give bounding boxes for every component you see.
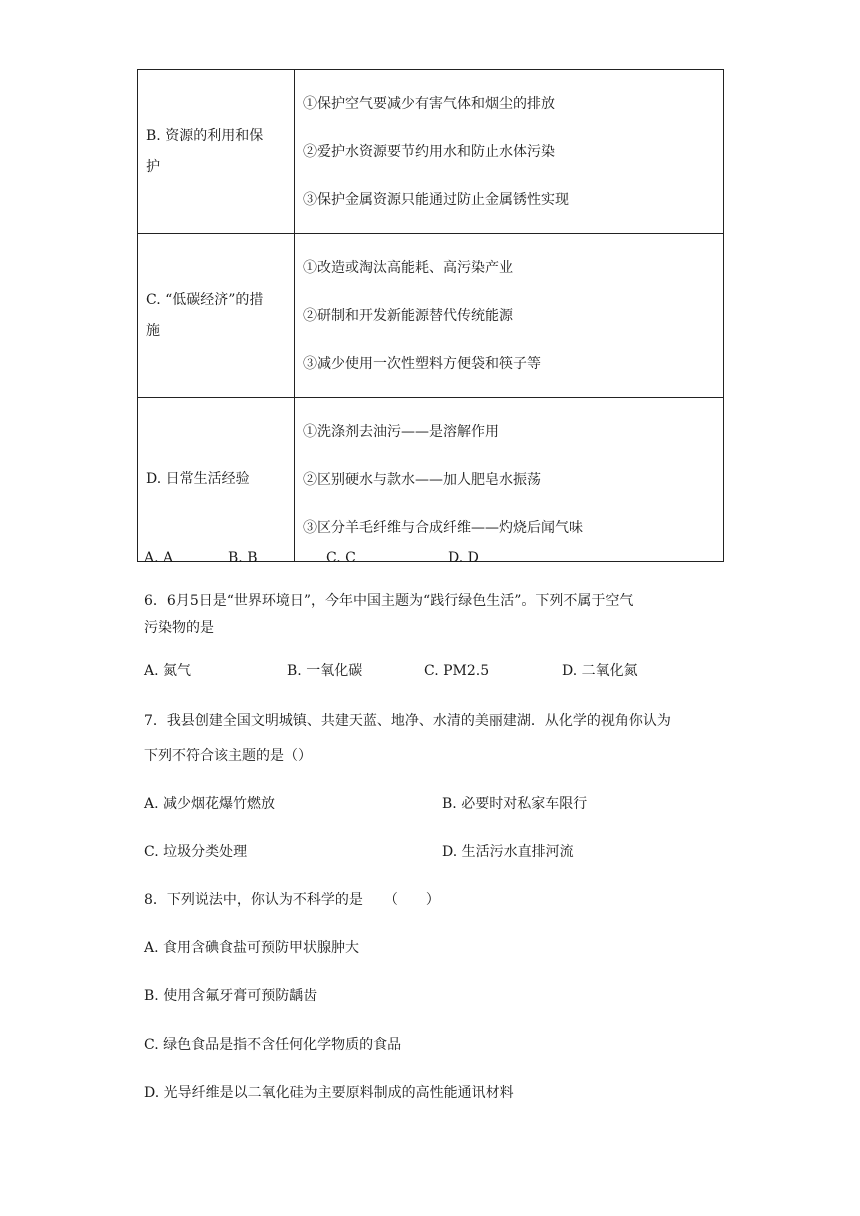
row-items xyxy=(295,398,724,562)
list-item: ②爱护水资源要节约用水和防止水体污染 xyxy=(303,143,555,160)
q8-option-a[interactable]: A. 食用含碘食盐可预防甲状腺肿大 xyxy=(144,940,360,956)
list-item: ②研制和开发新能源替代传统能源 xyxy=(303,307,513,324)
q8-option-d[interactable]: D. 光导纤维是以二氧化硅为主要原料制成的高性能通讯材料 xyxy=(144,1085,514,1101)
q7-stem-line1: 7．我县创建全国文明城镇、共建天蓝、地净、水清的美丽建湖．从化学的视角你认为 xyxy=(144,713,671,729)
q5-option-a[interactable]: A. A xyxy=(144,550,174,566)
list-item: ③区分羊毛纤维与合成纤维——灼烧后闻气味 xyxy=(303,519,583,536)
list-item: ①洗涤剂去油污——是溶解作用 xyxy=(303,423,499,440)
q7-option-a[interactable]: A. 减少烟花爆竹燃放 xyxy=(144,796,276,812)
row-label: D. 日常生活经验 xyxy=(138,398,295,562)
row-items xyxy=(295,234,724,398)
table-row xyxy=(138,70,724,234)
row-label: C. “低碳经济”的措施 xyxy=(138,234,295,398)
q6-option-b[interactable]: B. 一氧化碳 xyxy=(287,663,363,679)
q8-option-b[interactable]: B. 使用含氟牙膏可预防龋齿 xyxy=(144,988,318,1004)
q7-stem-line2: 下列不符合该主题的是（） xyxy=(144,748,312,764)
q6-option-c[interactable]: C. PM2.5 xyxy=(424,663,490,679)
q8-stem: 8．下列说法中，你认为不科学的是 （ ） xyxy=(144,892,440,908)
q6-stem-line1: 6．6月5日是“世界环境日”，今年中国主题为“践行绿色生活”。下列不属于空气 xyxy=(144,593,634,609)
q8-option-c[interactable]: C. 绿色食品是指不含任何化学物质的食品 xyxy=(144,1037,402,1053)
table-row xyxy=(138,234,724,398)
q7-option-b[interactable]: B. 必要时对私家车限行 xyxy=(442,796,588,812)
table-row xyxy=(138,398,724,562)
q7-option-d[interactable]: D. 生活污水直排河流 xyxy=(442,844,574,860)
q6-stem-line2: 污染物的是 xyxy=(144,620,214,636)
q6-option-d[interactable]: D. 二氧化氮 xyxy=(562,663,638,679)
list-item: ①改造或淘汰高能耗、高污染产业 xyxy=(303,259,513,276)
q5-option-c[interactable]: C. C xyxy=(326,550,356,566)
row-items xyxy=(295,70,724,234)
list-item: ③保护金属资源只能通过防止金属锈性实现 xyxy=(303,191,569,208)
q7-option-c[interactable]: C. 垃圾分类处理 xyxy=(144,844,248,860)
list-item: ②区别硬水与款水——加人肥皂水振荡 xyxy=(303,471,541,488)
list-item: ③减少使用一次性塑料方便袋和筷子等 xyxy=(303,355,541,372)
q5-option-d[interactable]: D. D xyxy=(448,550,479,566)
q5-option-b[interactable]: B. B xyxy=(228,550,258,566)
q6-option-a[interactable]: A. 氮气 xyxy=(144,663,192,679)
list-item: ①保护空气要减少有害气体和烟尘的排放 xyxy=(303,95,555,112)
options-table xyxy=(137,69,724,562)
row-label: B. 资源的利用和保护 xyxy=(138,70,295,234)
